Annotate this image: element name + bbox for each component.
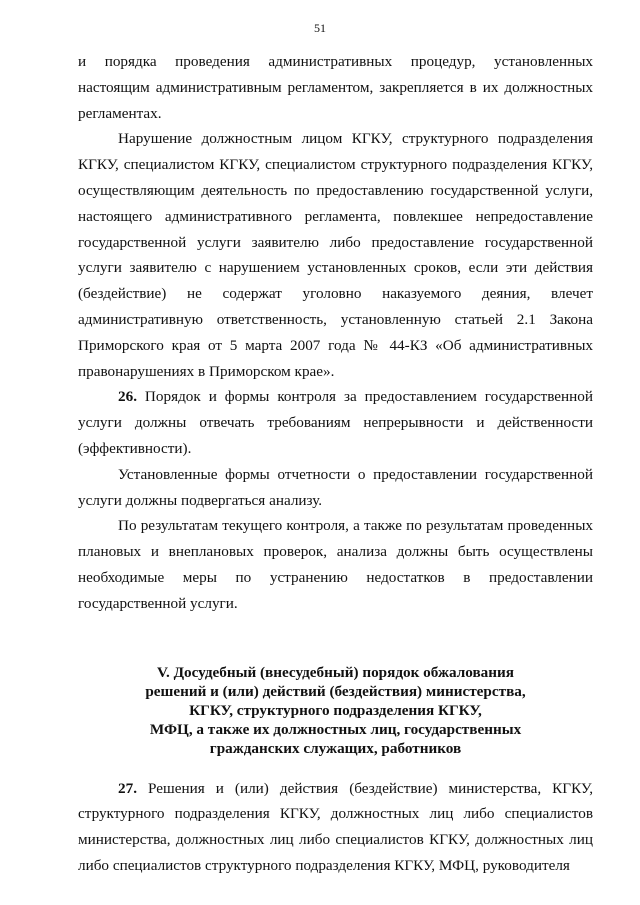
section-heading-line: гражданских служащих, работников (209, 739, 462, 757)
section-heading-line: V. Досудебный (внесудебный) порядок обжалования (157, 663, 514, 681)
paragraph-26 (78, 384, 593, 461)
paragraph-text: и порядка проведения административных процедур, установленных настоящим административным регламентом, закрепляется в их должностных регламентах. (78, 53, 593, 122)
paragraph-number: 26. (118, 388, 137, 406)
paragraph-violation (78, 126, 593, 384)
paragraph-text: Нарушение должностным лицом КГКУ, структурного подразделения КГКУ, специалистом КГКУ, специалистом структурного подразделения КГКУ, осуществляющим деятельность по предоставлению государственной услуги, настоящего административного регламента, повлекшее непредоставление государственной услуги заявителю либо предоставление государственной услуги заявителю с нарушением установленных сроков, если эти действия (бездействие) не содержат уголовно наказуемого деяния, влечет административную ответственность, установленную статьей 2.1 Закона Приморского края от 5 марта 2007 года № 44-КЗ «Об административных правонарушениях в Приморском крае». (78, 130, 593, 380)
paragraph-text: По результатам текущего контроля, а также по результатам проведенных плановых и внеплановых проверок, анализа должны быть осуществлены необходимые меры по устранению недостатков в предоставлении государственной услуги. (78, 517, 593, 612)
paragraph-number: 27. (118, 779, 137, 797)
paragraph-reporting (78, 462, 593, 514)
paragraph-results (78, 513, 593, 616)
section-heading-line: решений и (или) действий (бездействия) министерства, (145, 682, 526, 700)
paragraph-27 (78, 776, 593, 879)
paragraph-text: Порядок и формы контроля за предоставлением государственной услуги должны отвечать требованиям непрерывности и действенности (эффективности). (78, 388, 593, 457)
paragraph-intro (78, 49, 593, 126)
section-heading (78, 663, 593, 758)
section-heading-line: МФЦ, а также их должностных лиц, государственных (149, 720, 522, 738)
document-body (78, 49, 593, 879)
section-heading-line: КГКУ, структурного подразделения КГКУ, (189, 701, 482, 719)
page-number: 51 (314, 21, 326, 35)
paragraph-text: Решения и (или) действия (бездействие) министерства, КГКУ, структурного подразделения КГКУ, должностных лиц либо специалистов министерства, должностных лиц либо специалистов КГКУ, должностных лиц либо специалистов структурного подразделения КГКУ, МФЦ, руководителя (78, 779, 593, 874)
paragraph-text: Установленные формы отчетности о предоставлении государственной услуги должны подвергаться анализу. (78, 465, 593, 509)
